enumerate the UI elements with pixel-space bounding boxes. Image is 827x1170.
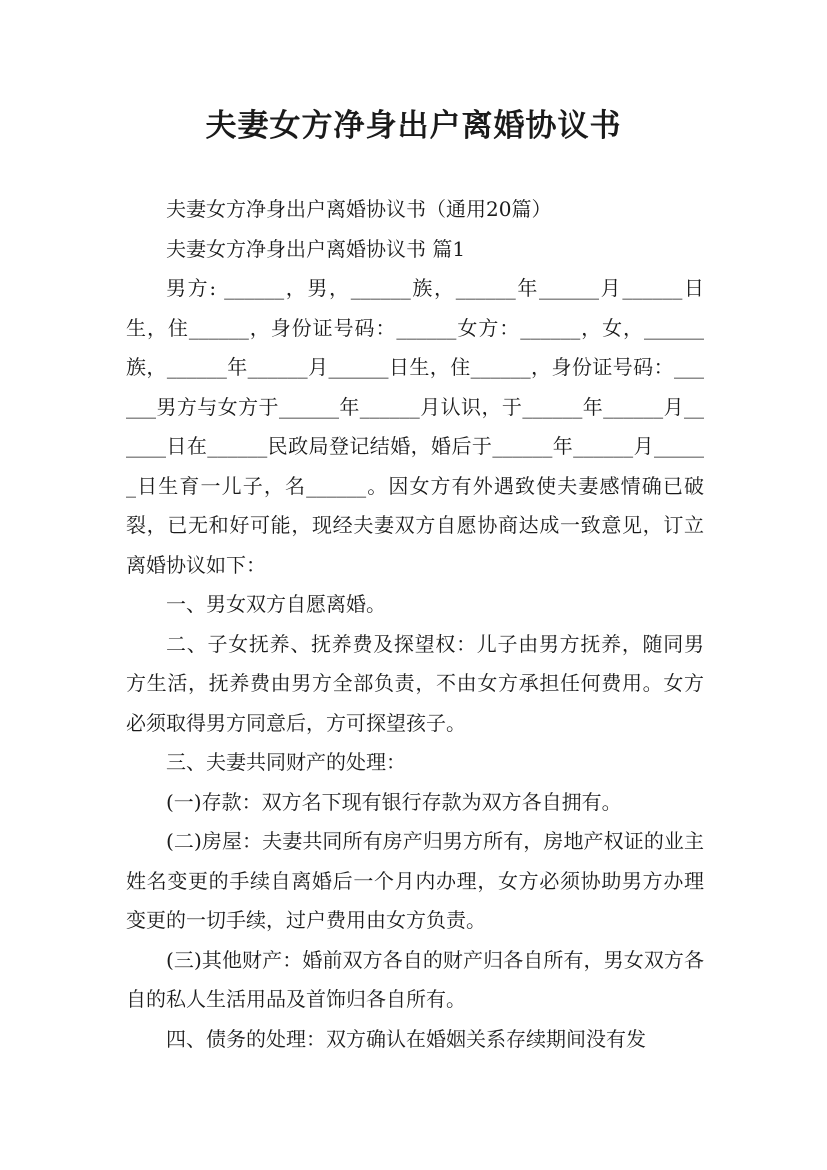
paragraph-clause-2: 二、子女抚养、抚养费及探望权：儿子由男方抚养，随同男方生活，抚养费由男方全部负责，不由女方承担任何费用。女方必须取得男方同意后，方可探望孩子。 <box>126 631 704 735</box>
document-body <box>126 190 704 1059</box>
paragraph-clause-3-1: (一)存款：双方名下现有银行存款为双方各自拥有。 <box>166 789 622 814</box>
paragraph-clause-3-3: (三)其他财产：婚前双方各自的财产归各自所有，男女双方各自的私人生活用品及首饰归各自所有。 <box>126 947 704 1011</box>
paragraph-clause-3: 三、夫妻共同财产的处理： <box>166 750 406 774</box>
paragraph-clause-1: 一、男女双方自愿离婚。 <box>166 592 386 616</box>
paragraph-section-heading: 夫妻女方净身出户离婚协议书 篇1 <box>166 236 466 261</box>
paragraph-clause-4: 四、债务的处理：双方确认在婚姻关系存续期间没有发 <box>166 1026 646 1051</box>
paragraph-clause-3-2: (二)房屋：夫妻共同所有房产归男方所有，房地产权证的业主姓名变更的手续自离婚后一个月内办理，女方必须协助男方办理变更的一切手续，过户费用由女方负责。 <box>126 829 704 932</box>
paragraph-subtitle: 夫妻女方净身出户离婚协议书（通用20篇） <box>166 197 552 221</box>
paragraph-parties: 男方: ______，男，______族，______年______月______日生，住______，身份证号码：______女方：______，女，______族，______年______月______日生，住______，身份证号码：______男方与女方于______年______月认识，于______年______月______日在______民政局登记结婚，婚后于______年______月______日生育一儿子，名______。因女方有外遇致使夫妻感情确已破裂，已无和好可能，现经夫妻双方自愿协商达成一致意见，订立离婚协议如下： <box>126 276 704 577</box>
document-title: 夫妻女方净身出户离婚协议书 <box>205 108 622 144</box>
